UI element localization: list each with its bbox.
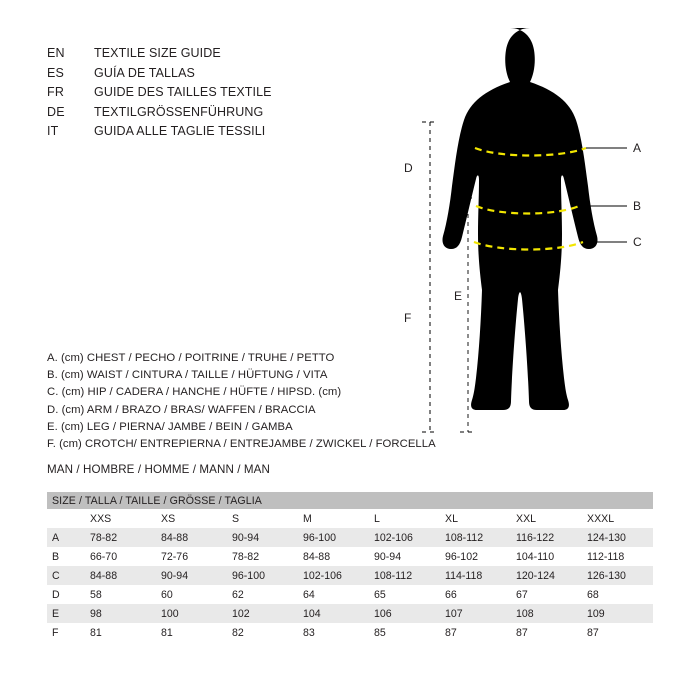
cell-e-m: 104 bbox=[298, 604, 369, 623]
legend-item-a: A. (cm) CHEST / PECHO / POITRINE / TRUHE / PETTO bbox=[47, 352, 335, 364]
cell-a-xxs: 78-82 bbox=[85, 528, 156, 547]
cell-c-xl: 114-118 bbox=[440, 566, 511, 585]
table-row bbox=[47, 585, 653, 604]
cell-e-xxl: 108 bbox=[511, 604, 582, 623]
cell-a-xxl: 116-122 bbox=[511, 528, 582, 547]
cell-d-xxs: 58 bbox=[85, 585, 156, 604]
marker-label-c: C bbox=[633, 235, 642, 249]
cell-f-xxs: 81 bbox=[85, 623, 156, 642]
column-header-s: S bbox=[227, 509, 298, 528]
cell-c-xxxl: 126-130 bbox=[582, 566, 653, 585]
cell-b-xl: 96-102 bbox=[440, 547, 511, 566]
marker-label-e: E bbox=[454, 289, 463, 303]
legend-item-d: D. (cm) ARM / BRAZO / BRAS/ WAFFEN / BRACCIA bbox=[47, 403, 316, 416]
table-row bbox=[47, 604, 653, 623]
size-table-wrapper bbox=[47, 492, 653, 642]
cell-c-xs: 90-94 bbox=[156, 566, 227, 585]
table-row bbox=[47, 566, 653, 585]
cell-d-m: 64 bbox=[298, 585, 369, 604]
column-header-xxxl: XXXL bbox=[582, 509, 653, 528]
marker-label-a: A bbox=[633, 141, 642, 155]
cell-c-xxl: 120-124 bbox=[511, 566, 582, 585]
column-header-xxl: XXL bbox=[511, 509, 582, 528]
cell-b-xxs: 66-70 bbox=[85, 547, 156, 566]
row-label-d: D bbox=[47, 585, 85, 604]
table-title: SIZE / TALLA / TAILLE / GRÖSSE / TAGLIA bbox=[47, 492, 653, 509]
cell-f-m: 83 bbox=[298, 623, 369, 642]
cell-d-xs: 60 bbox=[156, 585, 227, 604]
cell-b-xs: 72-76 bbox=[156, 547, 227, 566]
cell-d-xl: 66 bbox=[440, 585, 511, 604]
column-header-xxs: XXS bbox=[85, 509, 156, 528]
language-row bbox=[47, 64, 272, 84]
table-title-row bbox=[47, 492, 653, 509]
cell-b-l: 90-94 bbox=[369, 547, 440, 566]
cell-d-xxl: 67 bbox=[511, 585, 582, 604]
marker-label-f: F bbox=[404, 311, 412, 325]
language-title: TEXTILE SIZE GUIDE bbox=[94, 46, 221, 60]
cell-f-xxxl: 87 bbox=[582, 623, 653, 642]
cell-c-s: 96-100 bbox=[227, 566, 298, 585]
table-row bbox=[47, 623, 653, 642]
language-title-block bbox=[47, 44, 272, 142]
cell-a-xs: 84-88 bbox=[156, 528, 227, 547]
cell-d-xxxl: 68 bbox=[582, 585, 653, 604]
cell-a-xl: 108-112 bbox=[440, 528, 511, 547]
language-code: EN bbox=[47, 46, 65, 60]
cell-e-s: 102 bbox=[227, 604, 298, 623]
language-title: TEXTILGRÖSSENFÜHRUNG bbox=[94, 104, 264, 119]
language-row bbox=[47, 122, 272, 142]
row-label-a: A bbox=[47, 528, 85, 547]
language-row bbox=[47, 44, 272, 64]
cell-f-s: 82 bbox=[227, 623, 298, 642]
legend-item-f: F. (cm) CROTCH/ ENTREPIERNA / ENTREJAMBE / ZWICKEL / FORCELLA bbox=[47, 438, 436, 451]
language-title: GUIDE DES TAILLES TEXTILE bbox=[94, 85, 272, 99]
cell-e-xxxl: 109 bbox=[582, 604, 653, 623]
cell-f-l: 85 bbox=[369, 623, 440, 642]
language-title: GUIDA ALLE TAGLIE TESSILI bbox=[94, 124, 266, 138]
cell-d-l: 65 bbox=[369, 585, 440, 604]
language-title: GUÍA DE TALLAS bbox=[94, 65, 195, 80]
cell-f-xxl: 87 bbox=[511, 623, 582, 642]
column-header-xl: XL bbox=[440, 509, 511, 528]
column-header-m: M bbox=[298, 509, 369, 528]
cell-a-m: 96-100 bbox=[298, 528, 369, 547]
cell-e-xl: 107 bbox=[440, 604, 511, 623]
size-table bbox=[47, 492, 653, 642]
language-code: ES bbox=[47, 65, 65, 80]
cell-d-s: 62 bbox=[227, 585, 298, 604]
cell-c-xxs: 84-88 bbox=[85, 566, 156, 585]
marker-label-d: D bbox=[404, 161, 413, 175]
measurement-legend bbox=[47, 350, 436, 453]
language-code: DE bbox=[47, 104, 65, 119]
row-label-b: B bbox=[47, 547, 85, 566]
table-row bbox=[47, 528, 653, 547]
cell-a-xxxl: 124-130 bbox=[582, 528, 653, 547]
body-measurement-diagram bbox=[380, 20, 680, 480]
cell-e-xs: 100 bbox=[156, 604, 227, 623]
language-code: FR bbox=[47, 85, 65, 99]
cell-f-xl: 87 bbox=[440, 623, 511, 642]
gender-label: MAN / HOMBRE / HOMME / MANN / MAN bbox=[47, 463, 270, 476]
column-header-xs: XS bbox=[156, 509, 227, 528]
table-header-row bbox=[47, 509, 653, 528]
language-row bbox=[47, 83, 272, 103]
row-label-c: C bbox=[47, 566, 85, 585]
cell-e-xxs: 98 bbox=[85, 604, 156, 623]
marker-label-b: B bbox=[633, 199, 642, 213]
column-header-blank bbox=[47, 509, 85, 528]
cell-f-xs: 81 bbox=[156, 623, 227, 642]
cell-a-s: 90-94 bbox=[227, 528, 298, 547]
language-row bbox=[47, 103, 272, 123]
language-code: IT bbox=[47, 124, 59, 138]
cell-b-xxxl: 112-118 bbox=[582, 547, 653, 566]
cell-c-l: 108-112 bbox=[369, 566, 440, 585]
table-row bbox=[47, 547, 653, 566]
cell-b-xxl: 104-110 bbox=[511, 547, 582, 566]
cell-c-m: 102-106 bbox=[298, 566, 369, 585]
row-label-f: F bbox=[47, 623, 85, 642]
column-header-l: L bbox=[369, 509, 440, 528]
cell-b-s: 78-82 bbox=[227, 547, 298, 566]
man-silhouette-icon bbox=[442, 28, 597, 410]
legend-item-c: C. (cm) HIP / CADERA / HANCHE / HÜFTE / HIPSD. (cm) bbox=[47, 386, 342, 399]
cell-a-l: 102-106 bbox=[369, 528, 440, 547]
cell-b-m: 84-88 bbox=[298, 547, 369, 566]
legend-item-e: E. (cm) LEG / PIERNA/ JAMBE / BEIN / GAMBA bbox=[47, 420, 293, 433]
row-label-e: E bbox=[47, 604, 85, 623]
legend-item-b: B. (cm) WAIST / CINTURA / TAILLE / HÜFTUNG / VITA bbox=[47, 369, 328, 382]
cell-e-l: 106 bbox=[369, 604, 440, 623]
